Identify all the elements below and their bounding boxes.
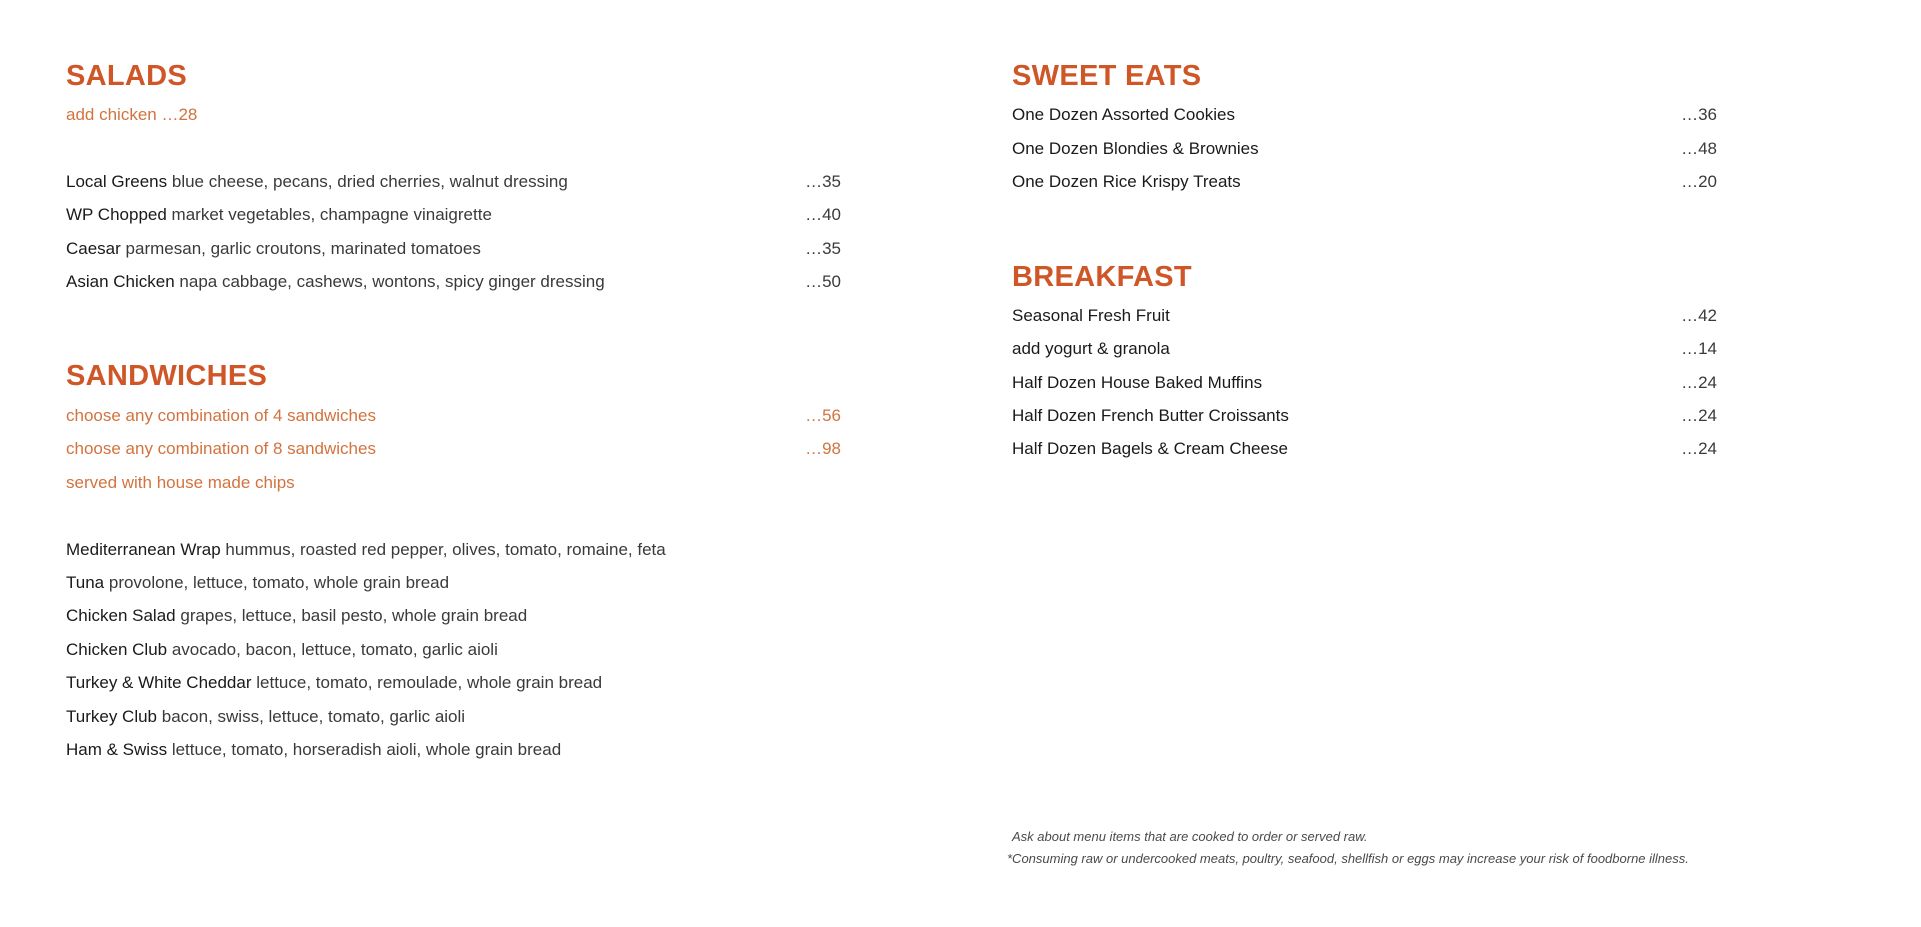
salads-title: SALADS	[66, 60, 188, 92]
menu-item-ham-swiss	[66, 738, 841, 762]
item-name: Half Dozen Bagels & Cream Cheese	[1012, 439, 1288, 458]
item-description: bacon, swiss, lettuce, tomato, garlic aioli	[161, 707, 466, 726]
item-name: One Dozen Assorted Cookies	[1012, 105, 1236, 124]
option-price: …98	[805, 439, 841, 458]
menu-item-wp-chopped	[66, 203, 841, 227]
menu-item-rice-krispy-treats	[1012, 170, 1717, 194]
item-price: …50	[805, 272, 841, 291]
menu-item-local-greens	[66, 170, 841, 194]
item-price: …24	[1681, 373, 1717, 392]
item-name: Half Dozen French Butter Croissants	[1012, 406, 1289, 425]
item-description: blue cheese, pecans, dried cherries, walnut dressing	[171, 172, 568, 191]
menu-item-asian-chicken	[66, 270, 841, 294]
item-price: …36	[1681, 105, 1717, 124]
option-text: choose any combination of 4 sandwiches	[66, 406, 376, 425]
item-description: lettuce, tomato, remoulade, whole grain bread	[256, 673, 603, 692]
item-name: Caesar	[66, 239, 121, 258]
item-price: …24	[1681, 439, 1717, 458]
menu-item-tuna	[66, 571, 841, 595]
item-price: …42	[1681, 306, 1717, 325]
menu-item-seasonal-fresh-fruit	[1012, 304, 1717, 328]
menu-item-blondies-brownies	[1012, 137, 1717, 161]
served-note-text: served with house made chips	[66, 473, 295, 492]
menu-item-yogurt-granola	[1012, 337, 1717, 361]
option-text: choose any combination of 8 sandwiches	[66, 439, 376, 458]
item-price: …48	[1681, 139, 1717, 158]
foodborne-illness-disclaimer: *Consuming raw or undercooked meats, poultry, seafood, shellfish or eggs may increase your risk of foodborne illness.	[1007, 851, 1689, 866]
salads-add-chicken-note	[66, 103, 841, 127]
sandwiches-served-note	[66, 471, 841, 495]
item-name: One Dozen Blondies & Brownies	[1012, 139, 1259, 158]
menu-item-turkey-club	[66, 705, 841, 729]
sandwiches-title: SANDWICHES	[66, 360, 268, 392]
sandwiches-option-8	[66, 437, 841, 461]
item-description: hummus, roasted red pepper, olives, tomato, romaine, feta	[225, 540, 666, 559]
menu-item-mediterranean-wrap	[66, 538, 841, 562]
salads-note-text: add chicken …28	[66, 105, 198, 124]
item-name: Turkey Club	[66, 707, 158, 726]
item-name: One Dozen Rice Krispy Treats	[1012, 172, 1241, 191]
item-name: Local Greens	[66, 172, 168, 191]
item-name: Turkey & White Cheddar	[66, 673, 252, 692]
item-price: …35	[805, 239, 841, 258]
item-name: Seasonal Fresh Fruit	[1012, 306, 1170, 325]
menu-item-muffins	[1012, 371, 1717, 395]
item-name: Chicken Salad	[66, 606, 176, 625]
option-price: …56	[805, 406, 841, 425]
item-name: WP Chopped	[66, 205, 167, 224]
item-description: market vegetables, champagne vinaigrette	[171, 205, 492, 224]
item-price: …20	[1681, 172, 1717, 191]
menu-item-cookies	[1012, 103, 1717, 127]
menu-item-croissants	[1012, 404, 1717, 428]
item-name: Ham & Swiss	[66, 740, 168, 759]
menu-item-caesar	[66, 237, 841, 261]
item-name: add yogurt & granola	[1012, 339, 1170, 358]
menu-item-bagels	[1012, 437, 1717, 461]
menu-item-chicken-club	[66, 638, 841, 662]
sweet-eats-title: SWEET EATS	[1012, 60, 1202, 92]
menu-item-chicken-salad	[66, 604, 841, 628]
raw-food-notice: Ask about menu items that are cooked to order or served raw.	[1012, 829, 1368, 844]
item-description: provolone, lettuce, tomato, whole grain bread	[108, 573, 450, 592]
item-price: …40	[805, 205, 841, 224]
item-description: grapes, lettuce, basil pesto, whole grain bread	[180, 606, 528, 625]
item-description: lettuce, tomato, horseradish aioli, whole grain bread	[171, 740, 562, 759]
item-price: …14	[1681, 339, 1717, 358]
item-description: avocado, bacon, lettuce, tomato, garlic aioli	[171, 640, 498, 659]
item-description: parmesan, garlic croutons, marinated tomatoes	[125, 239, 481, 258]
item-name: Mediterranean Wrap	[66, 540, 221, 559]
item-name: Asian Chicken	[66, 272, 175, 291]
sandwiches-option-4	[66, 404, 841, 428]
breakfast-title: BREAKFAST	[1012, 261, 1192, 293]
item-price: …35	[805, 172, 841, 191]
menu-item-turkey-white-cheddar	[66, 671, 841, 695]
item-name: Chicken Club	[66, 640, 168, 659]
item-name: Half Dozen House Baked Muffins	[1012, 373, 1263, 392]
item-price: …24	[1681, 406, 1717, 425]
item-description: napa cabbage, cashews, wontons, spicy ginger dressing	[179, 272, 605, 291]
item-name: Tuna	[66, 573, 105, 592]
